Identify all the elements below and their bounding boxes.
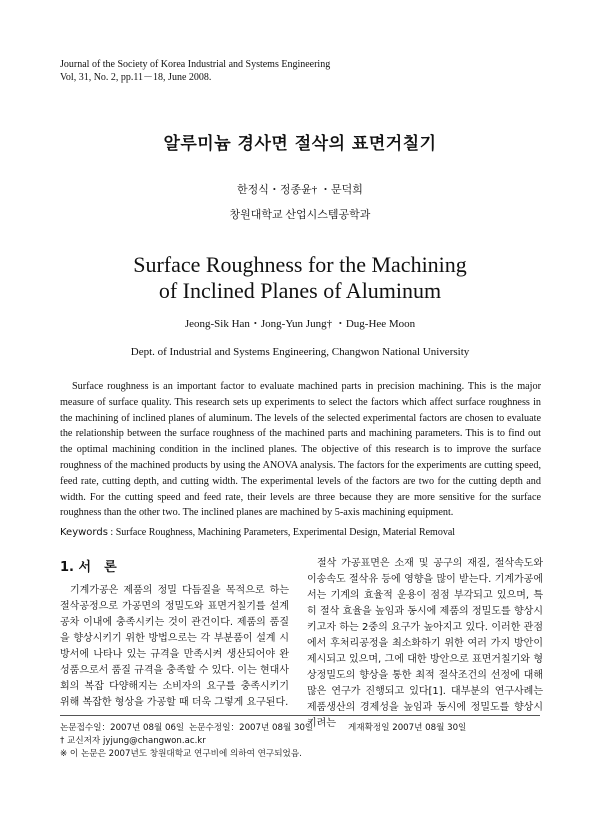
journal-volume: Vol, 31, No. 2, pp.11－18, June 2008. (60, 72, 212, 83)
received-date: 논문접수일：2007년 08월 06일 (60, 723, 185, 733)
korean-affiliation: 창원대학교 산업시스템공학과 (229, 209, 371, 221)
keywords-text: Surface Roughness, Machining Parameters, Experimental Design, Material Removal (115, 527, 456, 538)
funding-note: ※ 이 논문은 2007년도 창원대학교 연구비에 의하여 연구되었음. (60, 749, 302, 759)
english-title (0, 252, 600, 304)
keywords (60, 527, 541, 538)
korean-title: 알루미늄 경사면 절삭의 표면거칠기 (163, 134, 437, 154)
english-affiliation: Dept. of Industrial and Systems Engineering, Changwon National University (130, 346, 470, 358)
korean-authors: 한정식・정종윤† ・문덕희 (237, 184, 363, 196)
english-title-line-1: Surface Roughness for the Machining (133, 252, 467, 277)
section-title: 1. 서 론 (60, 560, 117, 575)
abstract: Surface roughness is an important factor to evaluate machined parts in precision machining. This is the major measure of surface quality. This research sets up experiments to select the factors which affect surface roughness in the machining of inclined planes of aluminum. The levels of the selected experimental factors are chosen to evaluate the relationship between the surface roughness of the machined parts and machining parameters. This is to find out the optimal machining condition in the inclined planes. The objective of this research is to improve the surface roughness of the machined products by using the ANOVA analysis. The factors for the experiments are cutting speed, feed rate, cutting depth, and cutting width. The experimental levels of the factors are two for the cutting depth and width. For the cutting speed and feed rate, their levels are three because they are more sensitive for the surface roughness than the other two. The inclined planes are machined by 5-axis machining equipment. (60, 381, 541, 519)
accepted-date: 게재확정일 2007년 08월 30일 (348, 723, 467, 733)
revised-date: 논문수정일：2007년 08월 30일 (189, 723, 314, 733)
journal-name: Journal of the Society of Korea Industrial and Systems Engineering (60, 59, 331, 70)
body-right-column: 절삭 가공표면은 소재 및 공구의 재질, 절삭속도와 이송속도 절삭유 등에 영향을 많이 받는다. 기계가공에서는 기계의 효율적 운용이 점점 부각되고 있으며, 특히 절삭 효율을 높임과 동시에 제품의 정밀도를 향상시키고자 하는 2중의 요구가 높아지고 있다. 이러한 관점에서 후처리공정을 최소화하기 위한 여러 가지 방안이 제시되고 있으며, 그에 대한 방안으로 표면거칠기와 형상정밀도의 향상을 통한 최적 절삭조건의 선정에 대해 많은 연구가 진행되고 있다[1]. 대부분의 연구사례는 제품생산의 경제성을 높임과 동시에 정밀도를 향상시키려는 (307, 558, 543, 729)
footnote-rule (60, 715, 540, 716)
english-title-line-2: of Inclined Planes of Aluminum (158, 278, 442, 303)
journal-info (60, 58, 330, 84)
keywords-label: Keywords (60, 527, 108, 538)
keywords-separator: : (107, 527, 116, 538)
english-authors: Jeong-Sik Han・Jong-Yun Jung† ・Dug-Hee Moon (184, 318, 416, 330)
body-left-column: 기계가공은 제품의 정밀 다듬질을 목적으로 하는 절삭공정으로 가공면의 정밀도와 표면거칠기를 설계 공차 이내에 충족시키는 것이 관건이다. 제품의 품질을 향상시키기 위한 방법으로는 각 부분품이 설계 시방서에 나타나 있는 규격을 만족시켜 생산되어야 완성품으로서 품질 규격을 충족할 수 있다. 이는 현대사회의 복잡 다양해지는 소비자의 요구를 충족시키기 위해 복잡한 형상을 가공할 때 더욱 그렇게 요구된다. (60, 585, 289, 708)
corresponding-author: † 교신저자 jyjung@changwon.ac.kr (60, 736, 206, 746)
